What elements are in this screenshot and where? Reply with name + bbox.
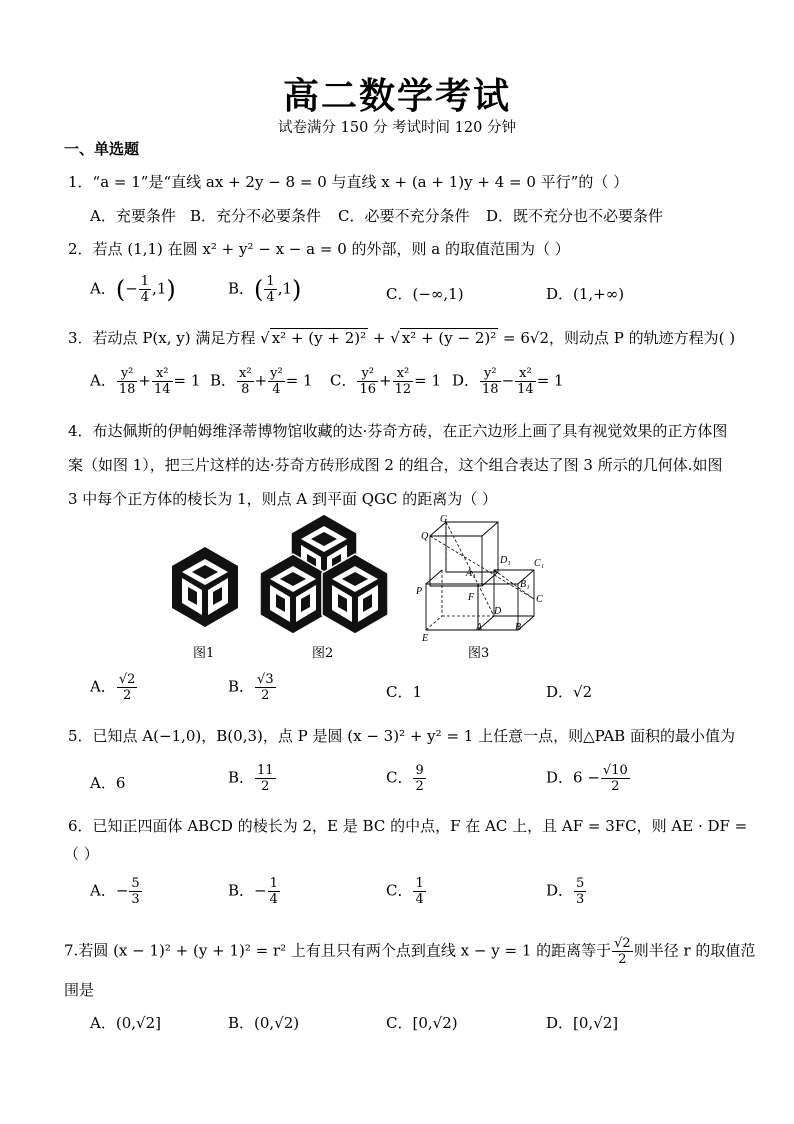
question-5-stem (68, 724, 734, 748)
question-6-stem-continued: （ ） (64, 845, 99, 863)
question-text: 已知点 A(−1,0)，B(0,3)，点 P 是圆 (x − 3)² + y² = 1 上任意一点，则△PAB 面积的最小值为 (92, 727, 735, 745)
q6-option-d: D． $\frac{5}{3}$ (546, 876, 585, 907)
q5-option-b: B． $\frac{11}{2}$ (228, 763, 274, 794)
q5-option-c: C． $\frac{9}{2}$ (386, 763, 424, 794)
fig3-label-c1: C₁ (534, 558, 545, 569)
question-number: 3． (68, 329, 93, 347)
question-3-stem: 3．若动点 P(x, y) 满足方程 √ x² + (y + 2)² + √ x² + (y − 2)² = 6√2，则动点 P 的轨迹方程为( ) (68, 329, 736, 347)
q5-option-a: A．6 (90, 774, 126, 792)
question-number: 1． (68, 173, 93, 191)
q6-option-a: A．− $\frac{5}{3}$ (90, 876, 140, 907)
fig3-label-d1: D₁ (500, 555, 511, 566)
question-number: 7. (64, 941, 79, 960)
figure-2-caption: 图2 (312, 646, 334, 661)
q4-option-b: B． $\frac{√3}{2}$ (228, 672, 274, 703)
q2-option-c: C．(−∞,1) (386, 285, 464, 303)
q1-option-a: A．充要条件 (90, 207, 176, 225)
q6-option-c: C． $\frac{1}{4}$ (386, 876, 424, 907)
q2-option-d: D．(1,+∞) (546, 285, 625, 303)
figure-1-illustration (170, 545, 240, 631)
fig3-label-c: C (536, 594, 543, 605)
fig3-label-q: Q (421, 531, 429, 542)
fig3-label-a1: A₁ (466, 568, 476, 579)
q1-option-d: D．既不充分也不必要条件 (486, 207, 664, 225)
question-number: 5． (68, 727, 93, 745)
q3-option-b: B． $\frac{\text{x²}}{8}$ + $\frac{\text{y²}}{4}$ = 1 (210, 366, 313, 397)
q3-option-d: D． $\frac{\text{y²}}{18}$ − $\frac{\text{x²}}{14}$ = 1 (452, 366, 564, 397)
fig3-label-d: D (494, 606, 502, 617)
question-4-stem (68, 414, 734, 516)
q4-option-d: D．√2 (546, 683, 593, 701)
q4-option-c: C．1 (386, 683, 423, 701)
sqrt-expression-1: √ x² + (y + 2)² (260, 329, 367, 347)
fig3-label-g: G (440, 514, 448, 525)
fig3-label-a: A (476, 622, 483, 633)
q5-option-d: D．6 − $\frac{√10}{2}$ (546, 763, 628, 794)
q6-option-b: B．− $\frac{1}{4}$ (228, 876, 278, 907)
question-text: 布达佩斯的伊帕姆维泽蒂博物馆收藏的达·芬奇方砖，在正六边形上画了具有视觉效果的正方体图案（如图 1），把三片这样的达·芬奇方砖形成图 2 的组合，这个组合表达了图 3 所示的几何体.如图 3 中每个正方体的棱长为 1，则点 A 到平面 QGC 的距离为（ ） (68, 422, 728, 508)
q3-option-c: C． $\frac{\text{y²}}{16}$ + $\frac{\text{x²}}{12}$ = 1 (330, 366, 442, 397)
exam-subtitle: 试卷满分 150 分 考试时间 120 分钟 (278, 120, 516, 136)
figure-2-illustration (258, 512, 388, 634)
question-number: 4． (68, 422, 93, 440)
figure-3-cube-diagram (408, 514, 558, 642)
fig3-label-b1: B₁ (520, 579, 530, 590)
fig3-label-f: F (468, 592, 475, 603)
q2-option-a: A．(− $\frac{1}{4}$ ,1) (90, 274, 176, 305)
fig3-label-e: E (422, 633, 429, 642)
question-text: 若点 (1,1) 在圆 x² + y² − x − a = 0 的外部，则 a 的取值范围为（ ） (92, 240, 570, 258)
figure-3-caption: 图3 (468, 646, 490, 661)
question-6-stem (68, 814, 748, 838)
q7-option-d: D．[0,√2] (546, 1014, 619, 1032)
question-2-stem (68, 237, 734, 261)
fig3-label-b: B (515, 622, 522, 633)
question-1-stem (68, 170, 734, 194)
question-7-stem: 7.若圆 (x − 1)² + (y + 1)² = r² 上有且只有两个点到直线 x − y = 1 的距离等于 $\frac{√2}{2}$ 则半径 r 的取值范 (64, 936, 756, 967)
q7-option-b: B．(0,√2) (228, 1014, 300, 1032)
q4-option-a: A． $\frac{√2}{2}$ (90, 672, 136, 703)
q7-option-a: A．(0,√2] (90, 1014, 161, 1032)
q7-option-c: C．[0,√2) (386, 1014, 458, 1032)
question-number: 6． (68, 817, 93, 835)
q2-option-b: B．( $\frac{1}{4}$ ,1) (228, 274, 302, 305)
question-number: 2． (68, 240, 93, 258)
fig3-label-p: P (416, 586, 423, 597)
exam-title: 高二数学考试 (282, 76, 511, 117)
question-7-stem-continued: 围是 (64, 981, 95, 999)
question-text: 已知正四面体 ABCD 的棱长为 2，E 是 BC 的中点，F 在 AC 上，且 AF = 3FC，则 AE · DF = (92, 817, 748, 835)
section-heading: 一、单选题 (64, 140, 140, 158)
question-text: “a = 1”是“直线 ax + 2y − 8 = 0 与直线 x + (a + 1)y + 4 = 0 平行”的（ ） (92, 173, 629, 191)
q3-option-a: A． $\frac{\text{y²}}{18}$ + $\frac{\text{x²}}{14}$ = 1 (90, 366, 201, 397)
figure-1-caption: 图1 (193, 646, 215, 661)
q1-option-c: C．必要不充分条件 (338, 207, 470, 225)
q1-option-b: B．充分不必要条件 (190, 207, 322, 225)
sqrt-expression-2: √ x² + (y − 2)² (390, 329, 497, 347)
